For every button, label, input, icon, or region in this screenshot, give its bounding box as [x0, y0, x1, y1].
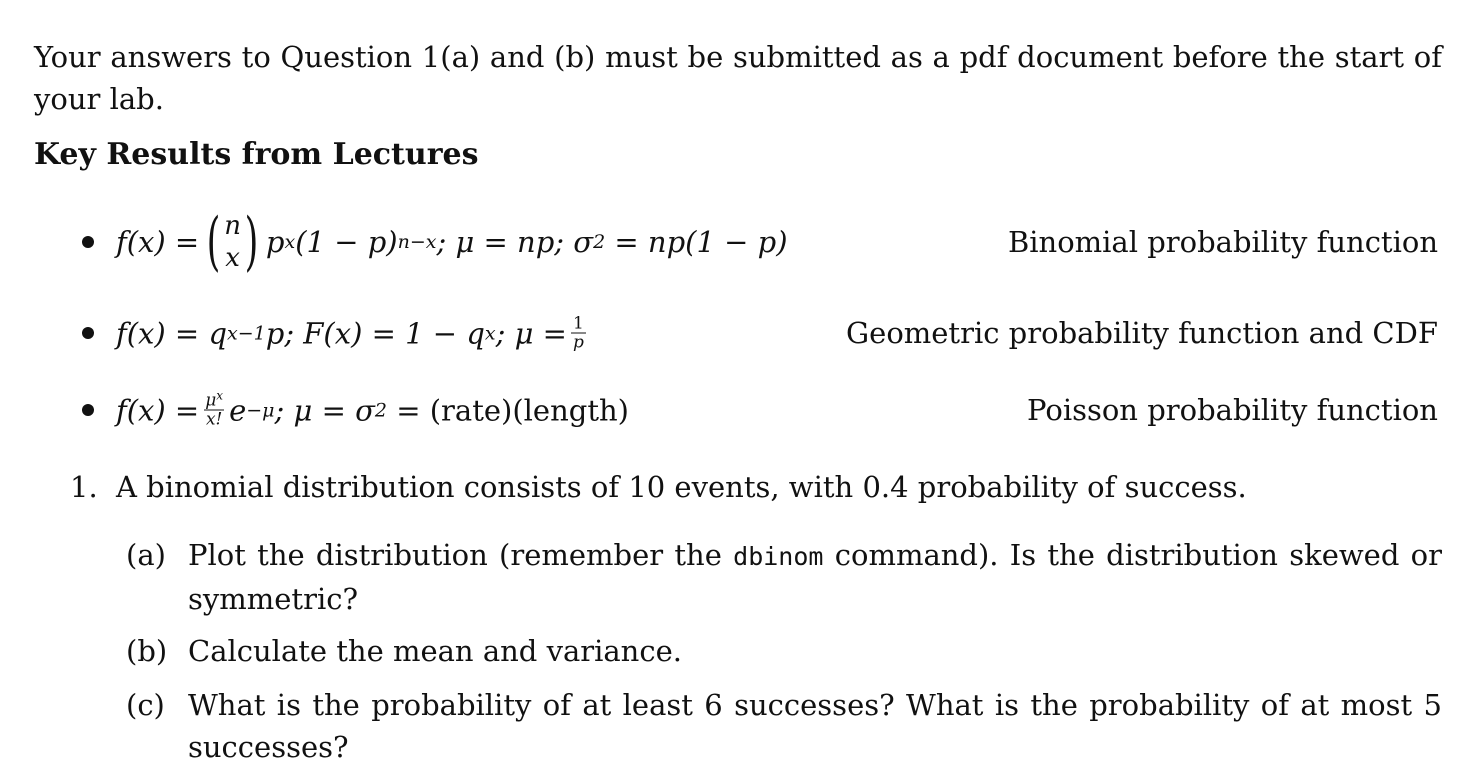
part-label: (c): [126, 688, 165, 722]
bullet-icon: [82, 404, 94, 416]
section-title: Key Results from Lectures: [34, 137, 479, 172]
part-label: (a): [126, 538, 166, 572]
fraction: $\frac{1}{p}$: [572, 313, 584, 353]
bullet-icon: [82, 236, 94, 248]
binom-bottom: x: [225, 243, 240, 273]
problem-part-a: [126, 534, 1452, 620]
result-description: Geometric probability function and CDF: [845, 316, 1438, 350]
bullet-icon: [82, 327, 94, 339]
problem-part-b: [126, 630, 1442, 672]
key-result-geometric: [82, 303, 1442, 363]
intro-paragraph: Your answers to Question 1(a) and (b) must be submitted as a pdf document before the start of your lab.: [34, 40, 1442, 116]
fraction: $\frac{\mu^x}{x!}$: [205, 388, 224, 430]
code-dbinom: dbinom: [733, 542, 824, 571]
result-description: Binomial probability function: [1007, 225, 1438, 259]
result-description: Poisson probability function: [1027, 393, 1438, 427]
problem-number: 1.: [70, 470, 98, 504]
part-text: Plot the distribution (remember the dbinom command). Is the distribution skewed or symmetric?: [188, 538, 1452, 616]
problem-text: A binomial distribution consists of 10 events, with 0.4 probability of success.: [116, 470, 1247, 504]
binomial-coefficient: ( n x ): [206, 205, 259, 279]
part-label: (b): [126, 634, 168, 668]
part-text: Calculate the mean and variance.: [188, 634, 682, 668]
problem-part-c: [126, 684, 1442, 768]
part-text: What is the probability of at least 6 successes? What is the probability of at most 5 successes?: [188, 688, 1442, 764]
binom-top: n: [224, 211, 241, 241]
key-result-poisson: [82, 380, 1442, 440]
poisson-formula: f(x) = $\frac{\mu^x}{x!}$ e −μ ; μ = σ 2 = (rate)(length): [116, 388, 629, 430]
geometric-formula: f(x) = q x−1 p; F(x) = 1 − q x ; μ = $\frac{1}{p}$: [116, 313, 584, 353]
key-result-binomial: [82, 205, 1442, 279]
problem-1: [70, 466, 1247, 508]
binomial-formula: f(x) = ( n x ) p x (1 − p) n−x ; μ = np; σ 2 = np(1 − p): [116, 205, 788, 279]
